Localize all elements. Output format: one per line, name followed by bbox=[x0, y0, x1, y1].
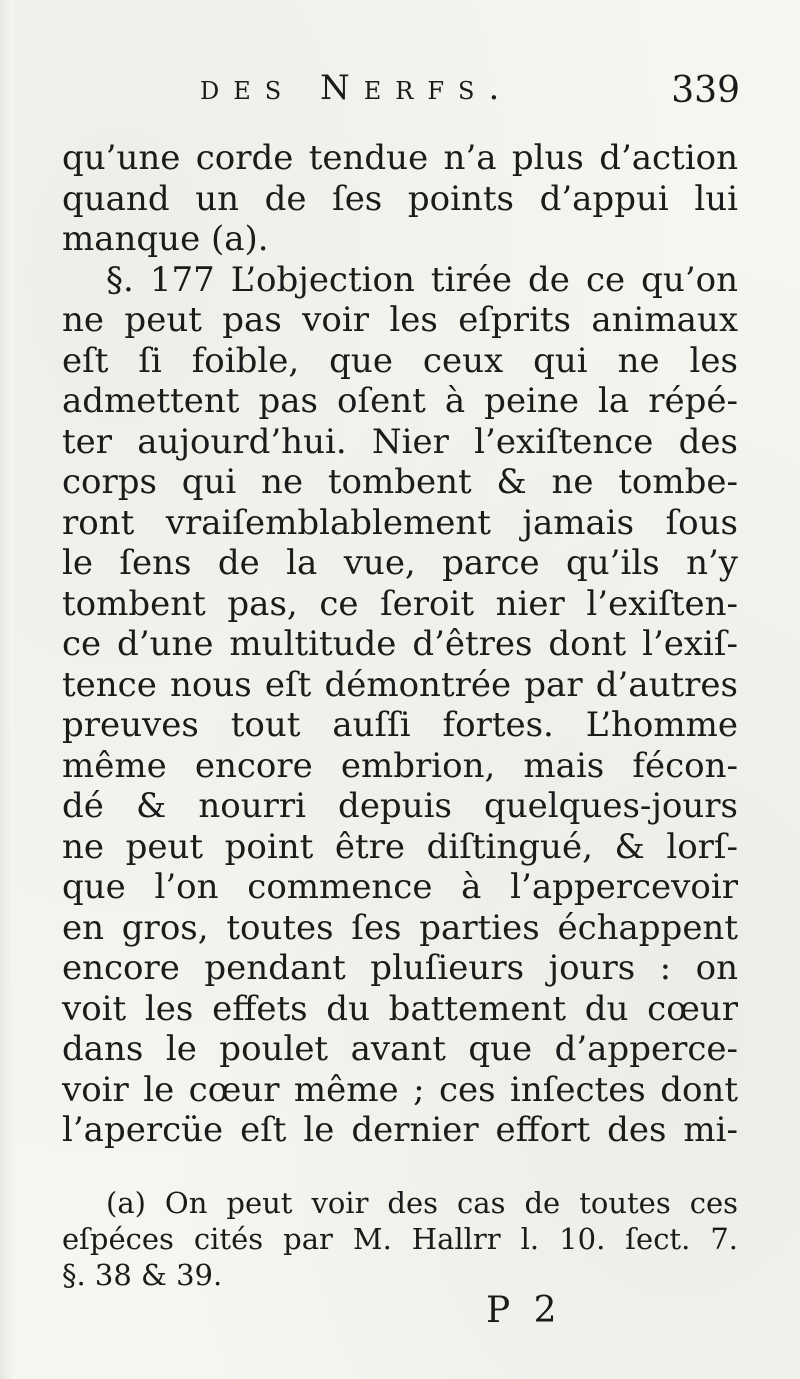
footnote-line: §. 38 & 39. bbox=[62, 1258, 223, 1292]
running-title: des Nerfs. bbox=[200, 68, 514, 108]
body-text bbox=[62, 138, 738, 1151]
text-line: ne peut pas voir les eſprits animaux bbox=[62, 300, 738, 340]
text-line: le ſens de la vue, parce qu’ils n’y bbox=[62, 543, 738, 583]
text-line: ter aujourd’hui. Nier l’exiſtence des bbox=[62, 421, 738, 462]
text-line: quand un de ſes points d’appui lui bbox=[62, 178, 738, 219]
page-number: 339 bbox=[671, 70, 740, 111]
text-line: dans le poulet avant que d’apperce- bbox=[62, 1029, 738, 1069]
footnote-line: eſpéces cités par M. Hallrr l. 10. ſect. 7. bbox=[62, 1222, 738, 1256]
text-line: même encore embrion, mais fécon- bbox=[62, 745, 738, 786]
text-line: dé & nourri depuis quelques-jours bbox=[62, 786, 738, 826]
text-line: §. 177 L’objection tirée de ce qu’on bbox=[106, 259, 738, 300]
text-line: manque (a). bbox=[62, 219, 269, 259]
text-line: l’apercüe eſt le dernier effort des mi- bbox=[62, 1110, 738, 1150]
signature-mark: P 2 bbox=[486, 1290, 563, 1331]
text-line: tombent pas, ce ſeroit nier l’exiſten- bbox=[62, 583, 738, 624]
text-line: voit les effets du battement du cœur bbox=[62, 988, 738, 1029]
text-line: ne peut point être diſtingué, & lorſ- bbox=[62, 826, 738, 867]
text-line: admettent pas oſent à peine la répé- bbox=[62, 381, 738, 421]
text-line: qu’une corde tendue n’a plus d’action bbox=[62, 138, 738, 178]
text-line: encore pendant pluſieurs jours : on bbox=[62, 948, 738, 988]
footnote-line: (a) On peut voir des cas de toutes ces bbox=[106, 1186, 738, 1220]
footnote bbox=[62, 1185, 738, 1293]
text-line: corps qui ne tombent & ne tombe- bbox=[62, 462, 738, 502]
text-line: preuves tout auſſi fortes. L’homme bbox=[62, 705, 738, 745]
text-line: eſt ſi foible, que ceux qui ne les bbox=[62, 340, 738, 381]
text-line: voir le cœur même ; ces inſectes dont bbox=[62, 1069, 738, 1110]
text-line: ce d’une multitude d’êtres dont l’exiſ- bbox=[62, 624, 738, 664]
page-edge-shadow bbox=[0, 0, 14, 1379]
text-line: ront vraiſemblablement jamais ſous bbox=[62, 502, 738, 543]
text-line: tence nous eſt démontrée par d’autres bbox=[62, 664, 738, 705]
text-line: en gros, toutes ſes parties échappent bbox=[62, 907, 738, 948]
text-line: que l’on commence à l’appercevoir bbox=[62, 867, 738, 907]
